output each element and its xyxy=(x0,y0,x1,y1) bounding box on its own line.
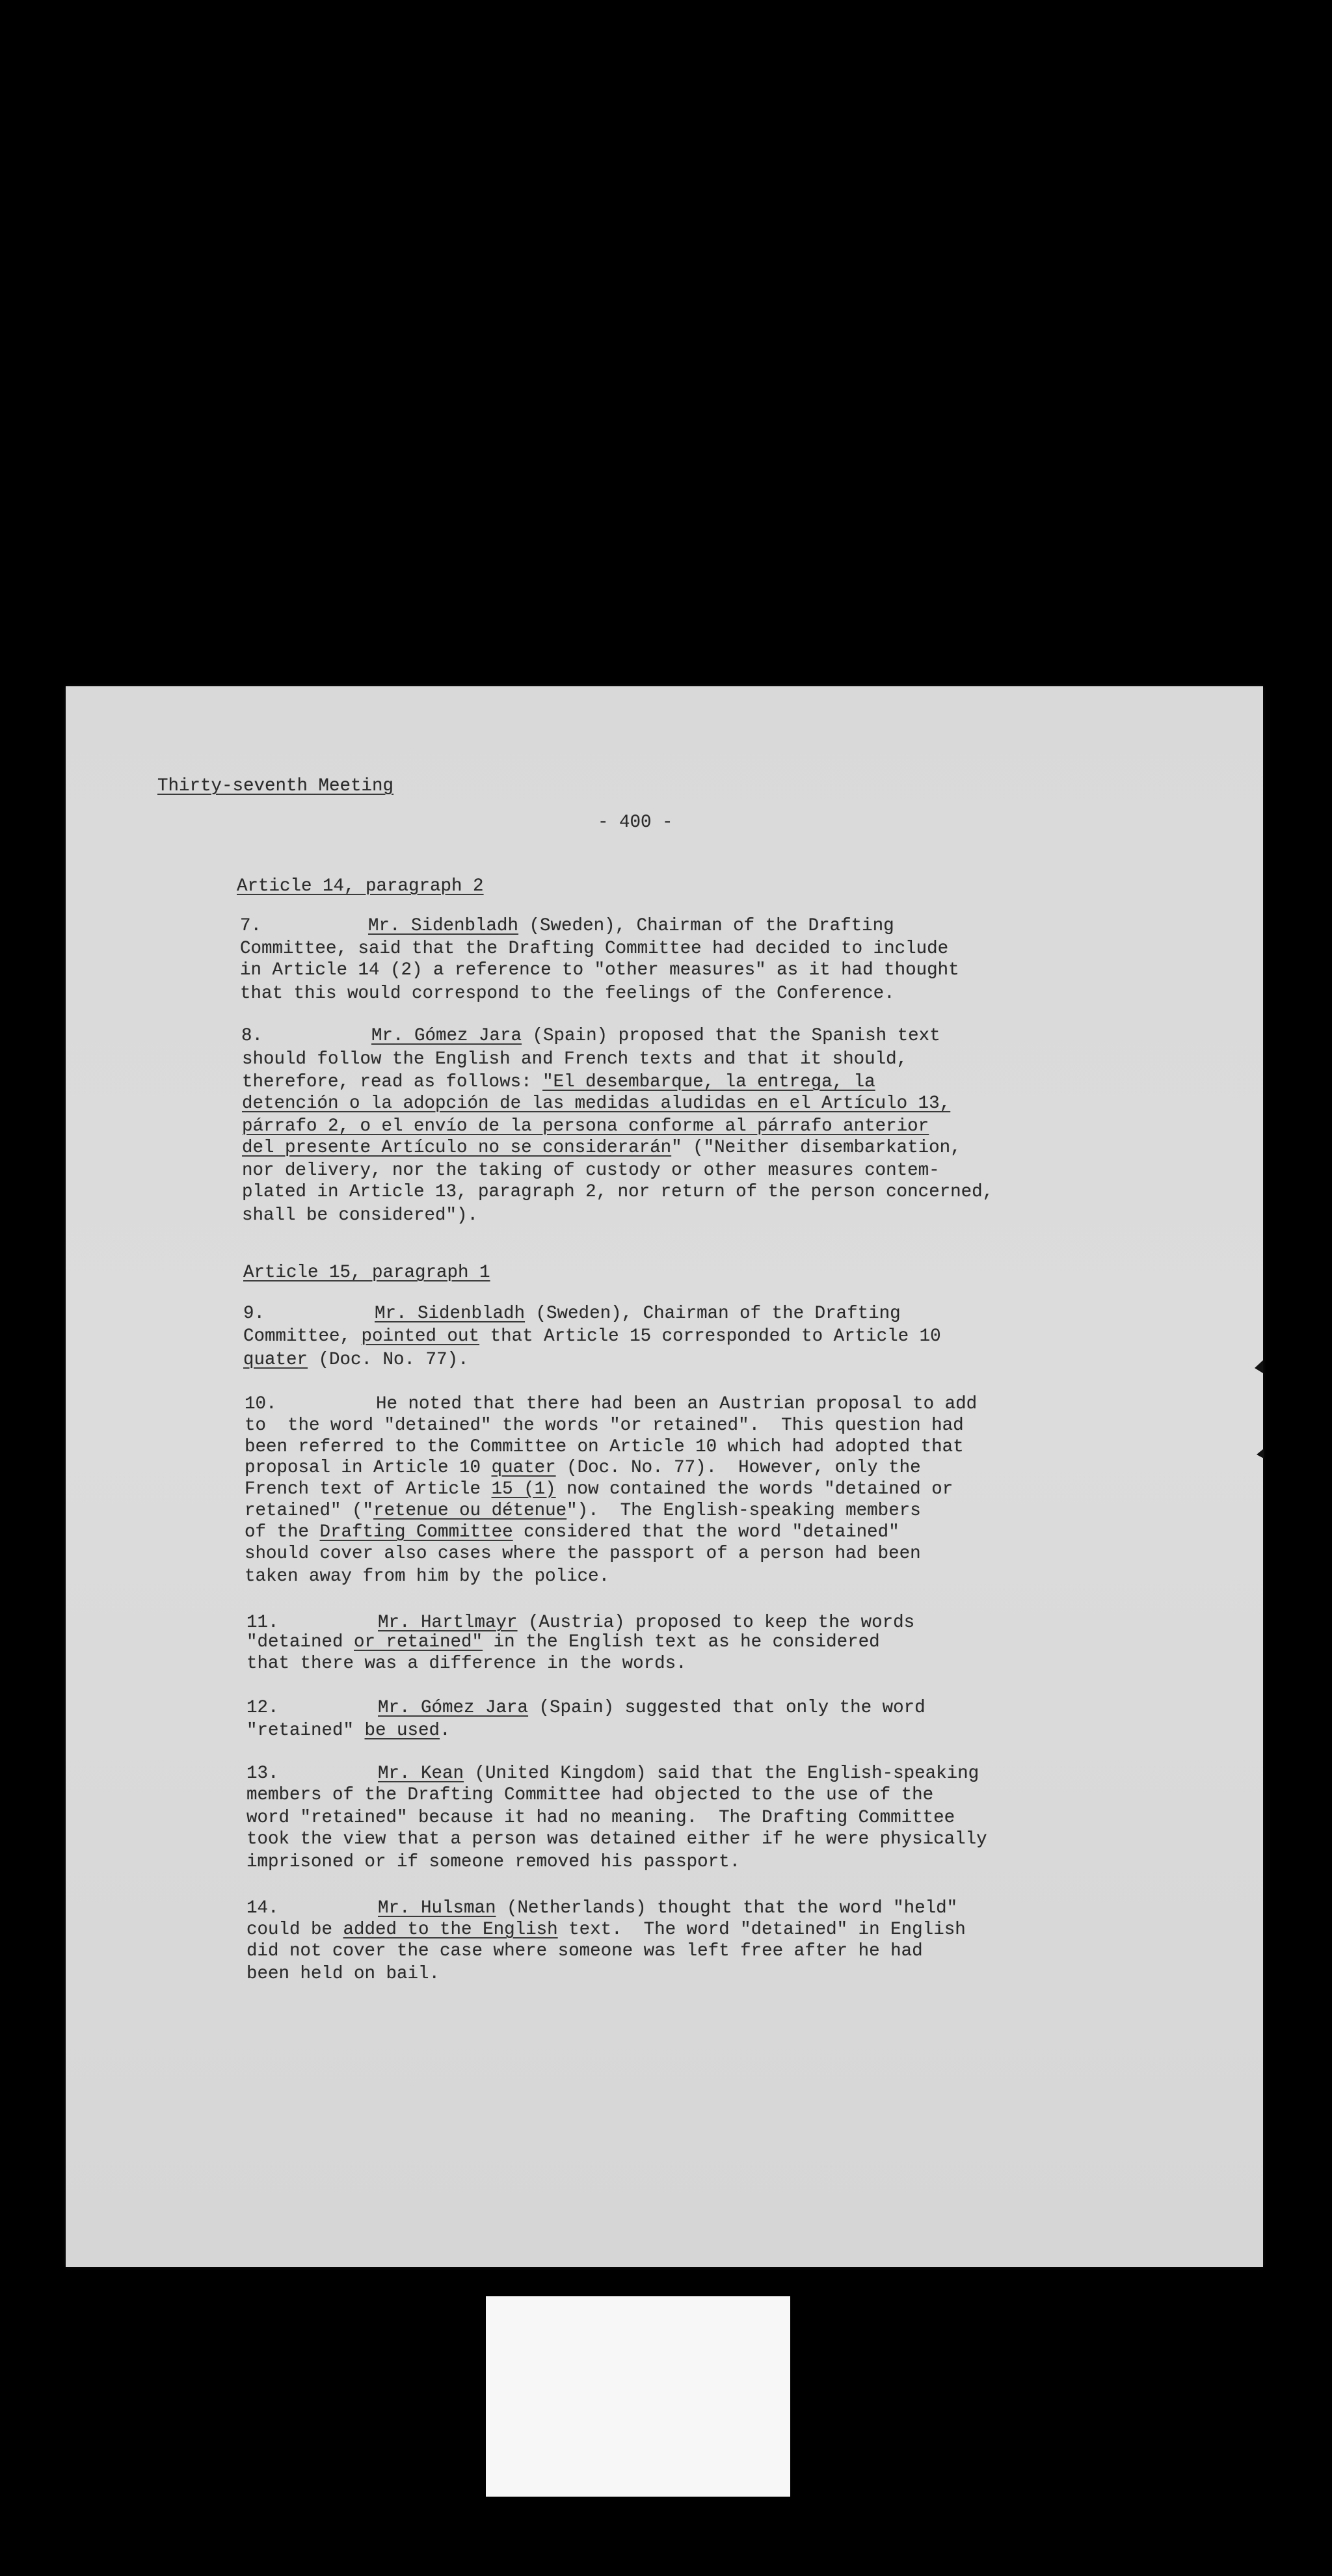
document-page xyxy=(66,686,1263,2267)
paragraph-line xyxy=(378,1763,979,1785)
paragraph-line xyxy=(378,1697,926,1719)
line-text: now contained the words "detained or xyxy=(555,1479,953,1499)
speaker-name: Mr. Kean xyxy=(378,1764,464,1784)
spanish-quote: del presente Artículo no se considerarán xyxy=(242,1138,672,1158)
paragraph-line xyxy=(246,1720,451,1742)
paragraph-number: 14. xyxy=(246,1898,279,1918)
section-heading: Article 15, paragraph 1 xyxy=(243,1263,490,1283)
paragraph-line xyxy=(243,1326,941,1348)
paragraph-line xyxy=(378,1898,957,1920)
line-text: in the English text as he considered xyxy=(483,1632,880,1652)
underlined-text: pointed out xyxy=(361,1326,480,1347)
line-text: (Austria) proposed to keep the words xyxy=(517,1613,915,1633)
underlined-text: Drafting Committee xyxy=(319,1522,513,1542)
paragraph-line xyxy=(242,1071,875,1093)
paragraph-line: Committee, said that the Drafting Committee had decided to include xyxy=(240,939,949,959)
paragraph-line xyxy=(242,1137,961,1159)
line-text: considered that the word "detained" xyxy=(513,1522,899,1542)
speaker-name: Mr. Hulsman xyxy=(378,1898,496,1918)
paragraph-number: 12. xyxy=(246,1698,279,1718)
spanish-quote: detención o la adopción de las medidas aludidas en el Artículo 13, xyxy=(242,1093,951,1114)
paragraph-line: been held on bail. xyxy=(246,1964,440,1984)
speaker-name: Mr. Sidenbladh xyxy=(375,1304,526,1324)
paragraph-line: that there was a difference in the words. xyxy=(246,1654,687,1674)
blank-card xyxy=(486,2296,790,2497)
paragraph-line xyxy=(245,1479,953,1501)
paragraph-line: nor delivery, nor the taking of custody or other measures contem- xyxy=(242,1161,940,1181)
line-text: therefore, read as follows: xyxy=(242,1072,543,1092)
line-text: (Doc. No. 77). xyxy=(308,1350,469,1370)
paragraph-line: that this would correspond to the feelings of the Conference. xyxy=(240,984,895,1004)
line-text: (Spain) proposed that the Spanish text xyxy=(522,1026,940,1046)
paragraph-number: 10. xyxy=(245,1394,277,1414)
line-text: French text of Article xyxy=(245,1479,492,1499)
underlined-text: retenue ou détenue xyxy=(373,1501,567,1521)
line-text: of the xyxy=(245,1522,320,1542)
line-text: (United Kingdom) said that the English-speaking xyxy=(464,1764,979,1784)
line-text: " ("Neither disembarkation, xyxy=(671,1138,961,1158)
underlined-text: quater xyxy=(243,1350,308,1370)
line-text: that Article 15 corresponded to Article 10 xyxy=(479,1326,941,1347)
paragraph-line xyxy=(245,1457,921,1479)
line-text: (Sweden), Chairman of the Drafting xyxy=(525,1304,901,1324)
paragraph-line: imprisoned or if someone removed his passport. xyxy=(246,1852,741,1872)
underlined-text: 15 (1) xyxy=(491,1479,556,1499)
speaker-name: Mr. Sidenbladh xyxy=(368,916,519,936)
underlined-text: or retained" xyxy=(354,1632,483,1652)
paragraph-line: plated in Article 13, paragraph 2, nor return of the person concerned, xyxy=(242,1182,994,1202)
paragraph-number: 13. xyxy=(246,1764,279,1784)
line-text: . xyxy=(440,1721,451,1741)
line-text: (Netherlands) thought that the word "held" xyxy=(496,1898,958,1918)
paragraph-line: should cover also cases where the passport of a person had been xyxy=(245,1544,921,1564)
paragraph-line: did not cover the case where someone was left free after he had xyxy=(246,1941,923,1961)
paragraph-line xyxy=(245,1500,921,1522)
paragraph-number: 11. xyxy=(246,1613,279,1633)
paragraph-line: been referred to the Committee on Article 10 which had adopted that xyxy=(245,1437,964,1457)
line-text: could be xyxy=(246,1920,343,1940)
speaker-name: Mr. Gómez Jara xyxy=(371,1026,522,1046)
spanish-quote: "El desembarque, la entrega, la xyxy=(542,1072,875,1092)
paragraph-number: 7. xyxy=(240,916,262,936)
paragraph-line: taken away from him by the police. xyxy=(245,1566,610,1587)
line-text: text. The word "detained" in English xyxy=(557,1920,966,1940)
paragraph-line: He noted that there had been an Austrian proposal to add xyxy=(376,1394,978,1414)
underlined-text: be used xyxy=(364,1721,440,1741)
speaker-name: Mr. Gómez Jara xyxy=(378,1698,529,1718)
underlined-text: added to the English xyxy=(343,1920,558,1940)
line-text: "detained xyxy=(246,1632,354,1652)
paragraph-line: word "retained" because it had no meaning. The Drafting Committee xyxy=(246,1808,955,1828)
line-text: (Spain) suggested that only the word xyxy=(528,1698,926,1718)
line-text: "retained" xyxy=(246,1721,365,1741)
scan-edge-mark xyxy=(1257,1449,1264,1458)
paragraph-line: took the view that a person was detained either if he were physically xyxy=(246,1829,987,1849)
paragraph-line xyxy=(245,1522,899,1544)
line-text: Committee, xyxy=(243,1326,362,1347)
meeting-title: Thirty-seventh Meeting xyxy=(157,776,394,796)
paragraph-line: should follow the English and French texts and that it should, xyxy=(242,1049,908,1069)
line-text: (Doc. No. 77). However, only the xyxy=(555,1458,921,1478)
paragraph-line: members of the Drafting Committee had objected to the use of the xyxy=(246,1785,934,1805)
speaker-name: Mr. Hartlmayr xyxy=(378,1613,518,1633)
paragraph-line xyxy=(371,1025,940,1047)
line-text: proposal in Article 10 xyxy=(245,1458,492,1478)
line-text: (Sweden), Chairman of the Drafting xyxy=(518,916,894,936)
paragraph-line xyxy=(375,1303,901,1325)
paragraph-line xyxy=(378,1612,914,1634)
section-heading: Article 14, paragraph 2 xyxy=(237,876,484,896)
paragraph-line xyxy=(243,1349,469,1371)
line-text: "). The English-speaking members xyxy=(566,1501,921,1521)
spanish-quote: párrafo 2, o el envío de la persona conforme al párrafo anterior xyxy=(242,1116,929,1136)
paragraph-number: 8. xyxy=(241,1026,263,1046)
paragraph-line: in Article 14 (2) a reference to "other measures" as it had thought xyxy=(240,960,959,980)
line-text: retained" (" xyxy=(245,1501,374,1521)
paragraph-line xyxy=(246,1919,966,1941)
underlined-text: quater xyxy=(491,1458,556,1478)
paragraph-line xyxy=(246,1631,880,1654)
paragraph-number: 9. xyxy=(243,1304,265,1324)
paragraph-line xyxy=(368,915,894,937)
scan-edge-mark xyxy=(1255,1360,1263,1373)
paragraph-line: shall be considered"). xyxy=(242,1205,479,1226)
paragraph-line: to the word "detained" the words "or retained". This question had xyxy=(245,1415,964,1436)
page-number: - 400 - xyxy=(598,812,673,833)
